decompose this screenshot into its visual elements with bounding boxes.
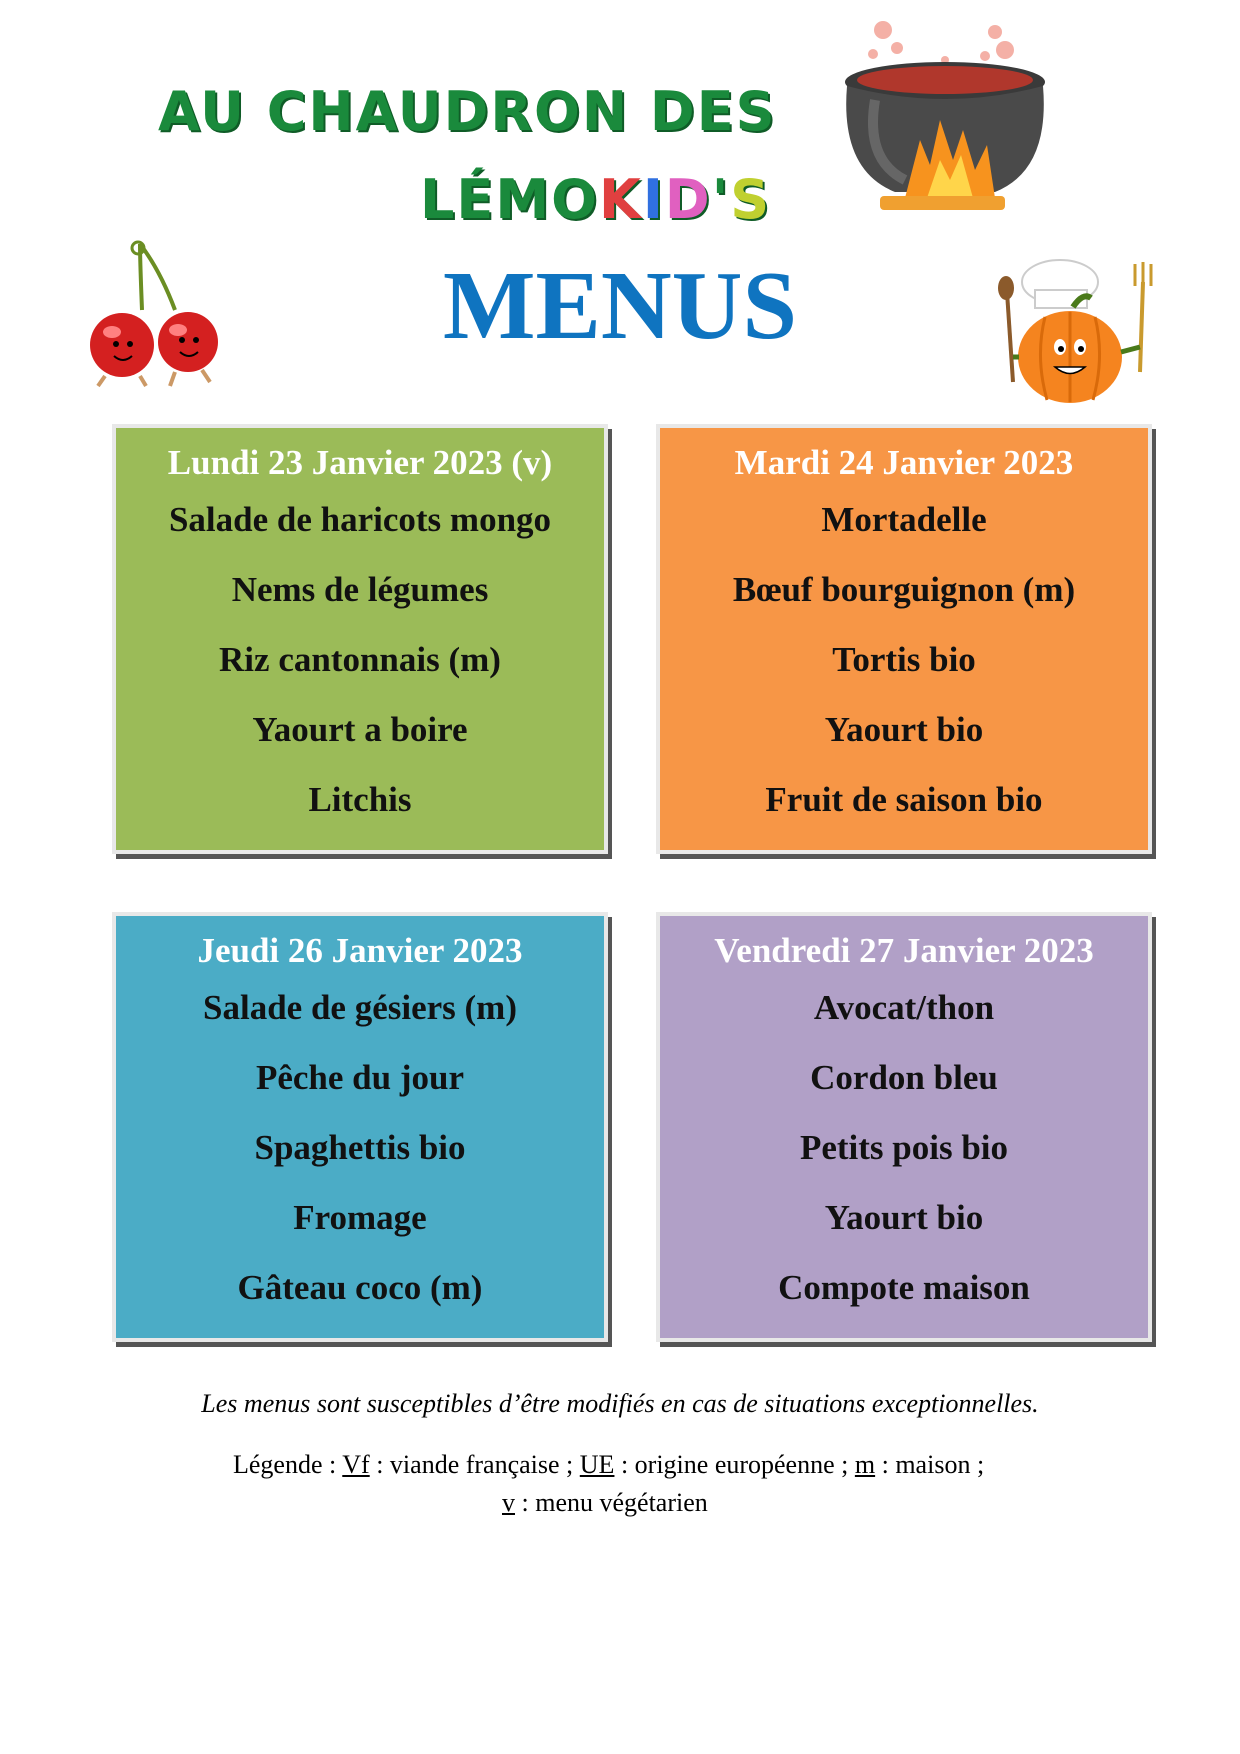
brand-letter: M [495,168,552,231]
menu-item: Fromage [293,1198,427,1237]
brand-title-line-1: AU CHAUDRON DES [158,80,777,143]
menu-item: Yaourt bio [824,1198,984,1237]
legend-text-m: : maison ; [875,1450,985,1479]
menu-card-monday [112,424,608,854]
brand-title-line-2 [420,168,771,231]
menu-item: Yaourt bio [824,710,984,749]
menu-date: Vendredi 27 Janvier 2023 [714,931,1094,970]
legend-code-ue: UE [579,1450,615,1479]
menu-items-list [116,987,604,1337]
menu-item: Salade de gésiers (m) [203,988,517,1027]
menu-item: Petits pois bio [799,1128,1009,1167]
menu-item: Gâteau coco (m) [237,1268,483,1307]
cauldron-icon [835,20,1055,220]
page-title: MENUS [443,252,797,360]
pumpkin-chef-icon [995,252,1165,412]
menu-item: Litchis [308,780,412,819]
brand-letter: O [551,168,599,231]
menu-item: Tortis bio [832,640,976,679]
menu-card-friday [656,912,1152,1342]
menu-date: Lundi 23 Janvier 2023 (v) [167,443,553,482]
menu-card-tuesday [656,424,1152,854]
menu-item: Spaghettis bio [254,1128,466,1167]
menu-date: Jeudi 26 Janvier 2023 [197,931,523,970]
brand-letter: É [456,168,496,231]
brand-letter: S [730,168,772,231]
menu-item: Cordon bleu [810,1058,998,1097]
brand-letter: K [598,168,643,231]
menu-item: Nems de légumes [231,570,489,609]
legend-code-m: m [854,1450,876,1479]
menu-card-thursday [112,912,608,1342]
legend-text-v: : menu végétarien [515,1488,708,1517]
menu-item: Bœuf bourguignon (m) [732,570,1076,609]
menu-item: Yaourt a boire [252,710,468,749]
menu-item: Pêche du jour [255,1058,465,1097]
legend-prefix: Légende : [233,1450,343,1479]
brand-letter: L [420,168,457,231]
disclaimer-notice: Les menus sont susceptibles d’être modifiés en cas de situations exceptionnelles. [201,1389,1039,1418]
menu-items-list [660,499,1148,849]
menu-date: Mardi 24 Janvier 2023 [734,443,1074,482]
brand-letter: D [664,168,712,231]
cherries-icon [80,240,230,390]
menu-item: Riz cantonnais (m) [219,640,501,679]
legend-code-v: v [502,1488,515,1517]
menu-items-list [660,987,1148,1337]
legend [233,1450,1133,1480]
legend-text-ue: : origine européenne ; [614,1450,855,1479]
legend-text-vf: : viande française ; [369,1450,580,1479]
menu-item: Avocat/thon [813,988,995,1027]
legend-code-vf: Vf [342,1450,370,1479]
legend-line-2 [502,1488,708,1518]
menu-item: Compote maison [778,1268,1030,1307]
menu-item: Salade de haricots mongo [168,500,552,539]
brand-letter: I [642,168,665,231]
brand-letter: ' [711,168,731,231]
menu-items-list [116,499,604,849]
menu-item: Fruit de saison bio [765,780,1043,819]
menu-item: Mortadelle [821,500,987,539]
